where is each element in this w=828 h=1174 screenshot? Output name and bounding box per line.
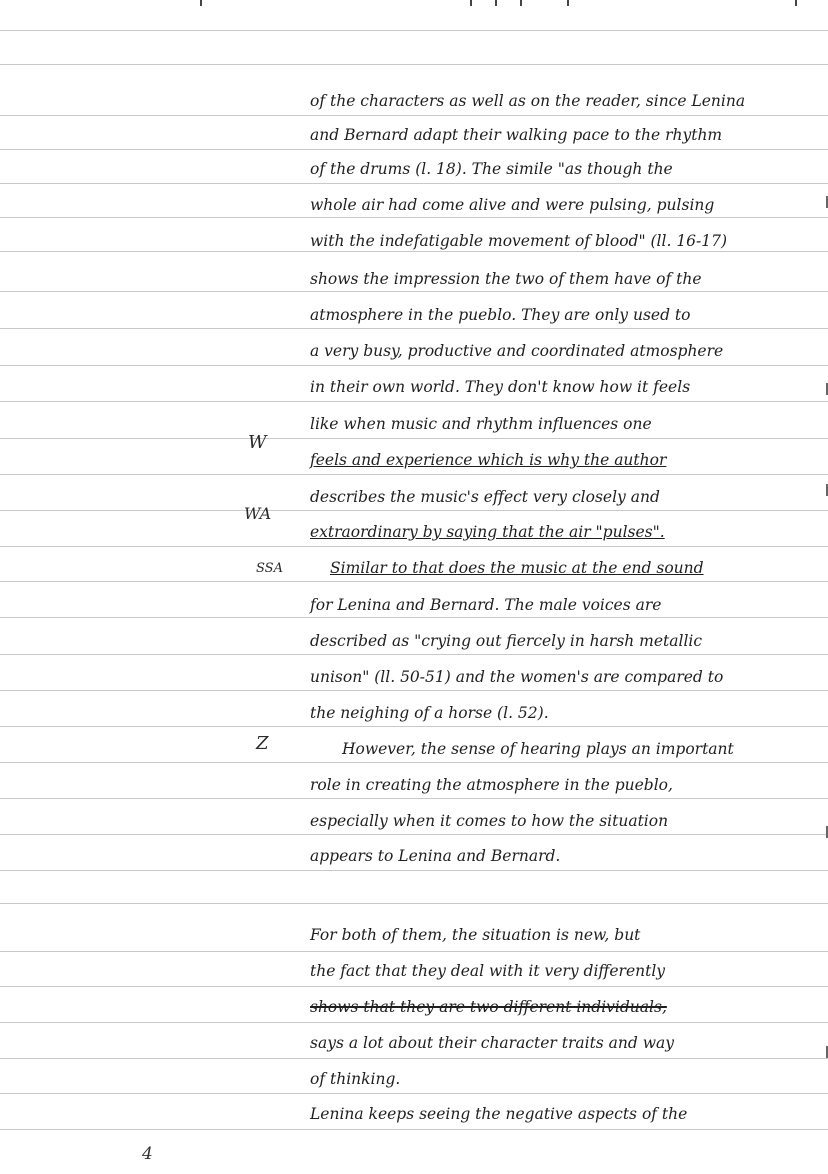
text-line: of the characters as well as on the reader, since Lenina bbox=[310, 92, 746, 110]
text-line: of thinking. bbox=[310, 1070, 401, 1088]
ruled-line bbox=[0, 903, 828, 904]
text-line: For both of them, the situation is new, but bbox=[310, 926, 641, 944]
text-line: shows the impression the two of them have of the bbox=[310, 270, 702, 288]
ruled-line bbox=[0, 951, 828, 952]
text-line: Similar to that does the music at the end sound bbox=[330, 559, 704, 577]
ruled-line bbox=[0, 438, 828, 439]
ruled-line bbox=[0, 1022, 828, 1023]
ruled-line bbox=[0, 581, 828, 582]
text-line: However, the sense of hearing plays an important bbox=[342, 740, 734, 758]
text-line: says a lot about their character traits and way bbox=[310, 1034, 675, 1052]
text-line: atmosphere in the pueblo. They are only used to bbox=[310, 306, 691, 324]
ruled-line bbox=[0, 115, 828, 116]
text-line: especially when it comes to how the situation bbox=[310, 812, 669, 830]
text-line: in their own world. They don't know how it feels bbox=[310, 378, 691, 396]
margin-mark-z: Z bbox=[256, 733, 269, 754]
text-line: role in creating the atmosphere in the pueblo, bbox=[310, 776, 673, 794]
ruled-line bbox=[0, 834, 828, 835]
ruled-line bbox=[0, 1129, 828, 1130]
ruled-line bbox=[0, 1058, 828, 1059]
text-line: extraordinary by saying that the air "pulses". bbox=[310, 523, 665, 541]
text-line: the neighing of a horse (l. 52). bbox=[310, 704, 549, 722]
text-line: the fact that they deal with it very differently bbox=[310, 962, 666, 980]
ruled-line bbox=[0, 654, 828, 655]
text-line: like when music and rhythm influences one bbox=[310, 415, 652, 433]
text-line: for Lenina and Bernard. The male voices are bbox=[310, 596, 662, 614]
text-line: with the indefatigable movement of blood" (ll. 16-17) bbox=[310, 232, 728, 250]
text-line: of the drums (l. 18). The simile "as though the bbox=[310, 160, 673, 178]
text-line: Lenina keeps seeing the negative aspects of the bbox=[310, 1105, 688, 1123]
ruled-line bbox=[0, 690, 828, 691]
ruled-line bbox=[0, 510, 828, 511]
ruled-line bbox=[0, 401, 828, 402]
ruled-line bbox=[0, 30, 828, 31]
text-line: unison" (ll. 50-51) and the women's are compared to bbox=[310, 668, 724, 686]
text-line: appears to Lenina and Bernard. bbox=[310, 847, 561, 865]
struck-text-line: shows that they are two different individuals, bbox=[310, 998, 667, 1016]
binding-tick bbox=[567, 0, 569, 6]
ruled-line bbox=[0, 762, 828, 763]
margin-mark-ssa: SSA bbox=[256, 561, 283, 576]
ruled-line bbox=[0, 546, 828, 547]
ruled-line bbox=[0, 870, 828, 871]
binding-tick bbox=[520, 0, 522, 6]
text-line: whole air had come alive and were pulsing, pulsing bbox=[310, 196, 715, 214]
margin-mark-w: W bbox=[248, 432, 267, 453]
ruled-line bbox=[0, 149, 828, 150]
text-line: feels and experience which is why the author bbox=[310, 451, 667, 469]
binding-tick bbox=[495, 0, 497, 6]
text-line: described as "crying out fiercely in harsh metallic bbox=[310, 632, 703, 650]
ruled-line bbox=[0, 1093, 828, 1094]
page-number: 4 bbox=[142, 1144, 153, 1164]
binding-tick bbox=[470, 0, 472, 6]
ruled-line bbox=[0, 726, 828, 727]
ruled-line bbox=[0, 183, 828, 184]
binding-tick bbox=[200, 0, 202, 6]
ruled-line bbox=[0, 365, 828, 366]
text-line: a very busy, productive and coordinated atmosphere bbox=[310, 342, 724, 360]
ruled-line bbox=[0, 474, 828, 475]
ruled-line bbox=[0, 986, 828, 987]
binding-tick bbox=[795, 0, 797, 6]
ruled-line bbox=[0, 328, 828, 329]
ruled-line bbox=[0, 64, 828, 65]
ruled-line bbox=[0, 798, 828, 799]
text-line: describes the music's effect very closely and bbox=[310, 488, 660, 506]
margin-mark-wa: WA bbox=[244, 504, 272, 523]
text-line: and Bernard adapt their walking pace to the rhythm bbox=[310, 126, 723, 144]
